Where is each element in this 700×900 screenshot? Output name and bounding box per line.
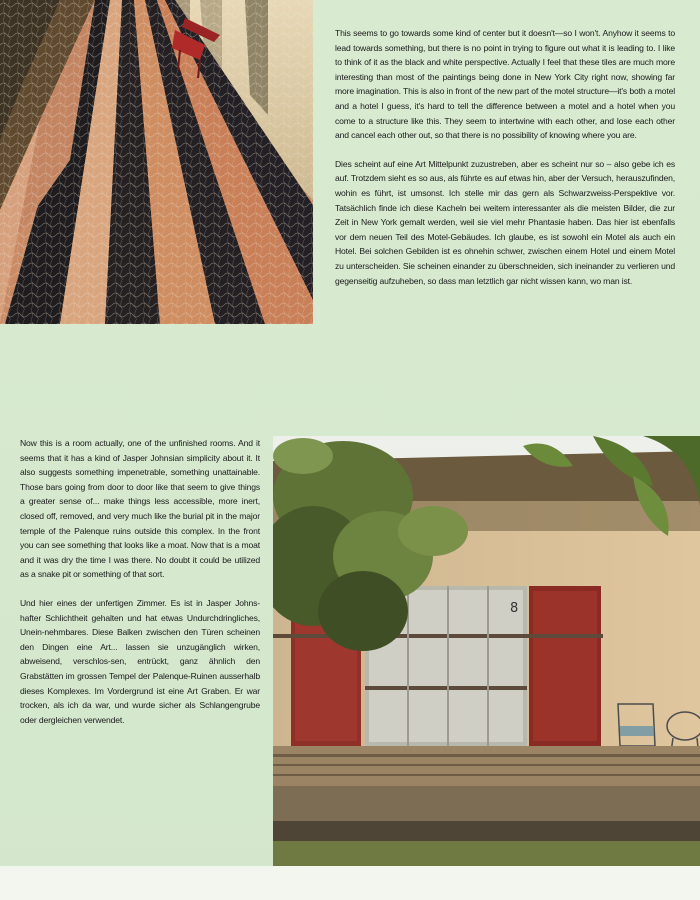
- bottom-german-paragraph: Und hier eines der unfertigen Zimmer. Es ist in Jasper Johns-hafter Schlichtheit gehalten und hat etwas Undurchdringliches, Unein-nehmbares. Diese Balken zwischen den Türen scheinen den Dingen eine Art... lassen sie unzugänglich wirken, abweisend, verschlos-sen, entrückt, ganz ähnlich den Grabstätten im grossen Tempel der Palenque-Ruinen ausserhalb dieses Komplexes. Im Vordergrund ist eine Art Graben. Er war trocken, als ich da war, und wurde sicher als Schlangengrube oder dergleichen verwendet.: [20, 597, 260, 725]
- bottom-text-column: [20, 436, 260, 741]
- tiled-corridor-image: [0, 0, 313, 324]
- top-german-paragraph: Dies scheint auf eine Art Mittelpunkt zuzustreben, aber es scheint nur so – also gebe ich es auf. Trotzdem sieht es so aus, als führte es auf etwas hin, aber der Versuch, herauszufinden, wohin es führt, ist umsonst. Ich stelle mir das gern als Schwarzweiss-Perspektive vor. Tatsächlich finde ich diese Kacheln bei weitem interessanter als die meisten Bilder, die zur Zeit in New York gemalt werden, weil sie viel mehr Phantasie haben. Das hier ist ebenfalls vor dem neuen Teil des Motel-Gebäudes. Ich glaube, es ist sowohl ein Motel als auch ein Hotel. Bei solchen Gebilden ist es ohnehin schwer, zwischen einem Hotel und einem Motel zu unterscheiden. Sie scheinen einander zu überschneiden, sich ineinander zu verlieren und gegenseitig aufzuheben, so dass man letztlich gar nicht wissen kann, wo man ist.: [335, 158, 675, 286]
- unfinished-room-image: [273, 436, 700, 866]
- top-text-column: [335, 26, 675, 302]
- page-bottom-margin: [0, 866, 700, 900]
- tiled-corridor-photo: [0, 0, 313, 324]
- top-english-paragraph: This seems to go towards some kind of center but it doesn't—so I won't. Anyhow it seems to lead towards something, but there is no point in trying to figure out what it is leading to. I like to think of it as the black and white perspective. Actually I feel that these tiles are much more interesting than most of the paintings being done in New York City right now, showing far more imagination. This is also in front of the new part of the motel structure—it's both a motel and a hotel I guess, it's hard to tell the difference between a motel and a hotel when you come to a structure like this. They seem to intertwine with each other, and lose each other and cancel each other out, so that there is no possibility of knowing where you are.: [335, 28, 675, 141]
- door-number: 8: [510, 601, 519, 616]
- bottom-english-paragraph: Now this is a room actually, one of the unfinished rooms. And it seems that it has a kind of Jasper Johnsian simplicity about it. It also suggests something impenetrable, something unattainable. Those bars going from door to door like that seem to give things a greater sense of... make things less accessible, more inert, closed off, removed, and very much like the burial pit in the major temple of the Palenque ruins outside this complex. In the front you can see something that looks like a moat. Now that is a moat and it was dry the time I was there. No doubt it could be utilized as a snake pit or something of that sort.: [20, 438, 260, 580]
- unfinished-room-photo: [273, 436, 700, 866]
